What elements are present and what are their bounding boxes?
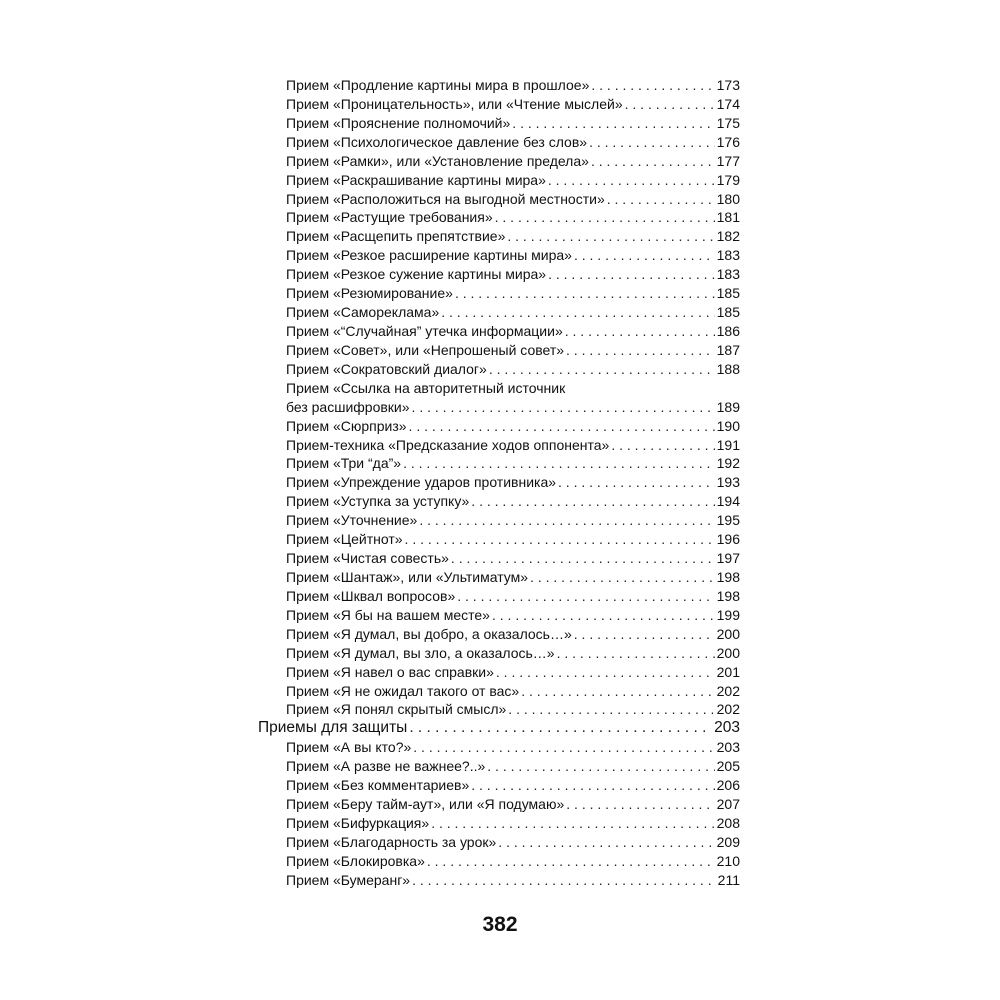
toc-page-number: 179 bbox=[716, 171, 740, 188]
toc-entry-title: Прием «Резюмирование» bbox=[286, 285, 453, 302]
toc-entry-title: Прием «Ссылка на авторитетный источник bbox=[286, 379, 566, 396]
toc-entry[interactable] bbox=[258, 208, 740, 227]
toc-leader-dots bbox=[557, 644, 715, 663]
toc-page-number: 191 bbox=[716, 436, 740, 453]
toc-entry-title: Прием «Я не ожидал такого от вас» bbox=[286, 682, 520, 699]
toc-entry[interactable] bbox=[258, 227, 740, 246]
toc-entry-title: Прием «Я навел о вас справки» bbox=[286, 663, 494, 680]
toc-entry-title: Прием «Совет», или «Непрошеный совет» bbox=[286, 341, 565, 358]
toc-leader-dots bbox=[471, 492, 714, 511]
toc-entry[interactable] bbox=[258, 625, 740, 644]
toc-leader-dots bbox=[566, 341, 715, 360]
toc-leader-dots bbox=[574, 625, 715, 644]
toc-entry-title: Прием «Блокировка» bbox=[286, 852, 425, 869]
toc-entry[interactable] bbox=[258, 568, 740, 587]
toc-leader-dots bbox=[558, 473, 715, 492]
toc-entry-title: Прием «Чистая совесть» bbox=[286, 550, 449, 567]
toc-entry-title: Прием «Благодарность за урок» bbox=[286, 833, 497, 850]
toc-page-number: 182 bbox=[716, 228, 740, 245]
toc-page-number: 190 bbox=[716, 417, 740, 434]
table-of-contents bbox=[258, 76, 740, 890]
toc-entry[interactable] bbox=[258, 76, 740, 95]
toc-entry[interactable] bbox=[258, 663, 740, 682]
toc-leader-dots bbox=[412, 398, 715, 417]
toc-entry[interactable] bbox=[258, 341, 740, 360]
toc-leader-dots bbox=[409, 719, 712, 738]
toc-entry[interactable] bbox=[258, 852, 740, 871]
toc-leader-dots bbox=[566, 795, 714, 814]
toc-entry[interactable] bbox=[258, 511, 740, 530]
toc-entry-title: Прием «Раскрашивание картины мира» bbox=[286, 171, 546, 188]
toc-entry-title: Прием «Без комментариев» bbox=[286, 777, 470, 794]
toc-entry-title: Прием «Растущие требования» bbox=[286, 209, 493, 226]
toc-leader-dots bbox=[508, 700, 714, 719]
toc-entry-title: Прием «Я бы на вашем месте» bbox=[286, 606, 490, 623]
toc-entry-title: Прием «Бумеранг» bbox=[286, 871, 411, 888]
toc-section-heading[interactable] bbox=[258, 719, 740, 738]
toc-page-number: 206 bbox=[716, 777, 740, 794]
toc-page-number: 197 bbox=[716, 550, 740, 567]
toc-page-number: 198 bbox=[716, 568, 740, 585]
toc-entry[interactable] bbox=[258, 682, 740, 701]
toc-leader-dots bbox=[611, 436, 714, 455]
toc-entry[interactable] bbox=[258, 171, 740, 190]
toc-page-number: 207 bbox=[716, 796, 740, 813]
toc-entry-title: Прием «Я думал, вы добро, а оказалось…» bbox=[286, 625, 572, 642]
page-number: 382 bbox=[482, 913, 518, 936]
toc-leader-dots bbox=[412, 871, 716, 890]
toc-leader-dots bbox=[405, 530, 715, 549]
toc-page-number: 187 bbox=[716, 341, 740, 358]
toc-leader-dots bbox=[419, 511, 714, 530]
toc-page-number: 195 bbox=[716, 512, 740, 529]
toc-page-number: 177 bbox=[716, 152, 740, 169]
toc-entry-title: Прием «Резкое расширение картины мира» bbox=[286, 247, 572, 264]
toc-entry-title: Прием «Бифуркация» bbox=[286, 814, 430, 831]
toc-page-number: 189 bbox=[716, 398, 740, 415]
toc-entry-title: Прием «Цейтнот» bbox=[286, 531, 403, 548]
toc-page-number: 208 bbox=[716, 814, 740, 831]
toc-page-number: 174 bbox=[716, 95, 740, 112]
toc-page-number: 201 bbox=[716, 663, 740, 680]
toc-leader-dots bbox=[521, 682, 714, 701]
toc-page-number: 205 bbox=[716, 758, 740, 775]
toc-entry-title: Прием «Я думал, вы зло, а оказалось…» bbox=[286, 644, 555, 661]
toc-page-number: 198 bbox=[716, 587, 740, 604]
toc-entry[interactable] bbox=[258, 152, 740, 171]
toc-leader-dots bbox=[591, 152, 715, 171]
toc-leader-dots bbox=[495, 208, 715, 227]
toc-entry[interactable] bbox=[258, 190, 740, 209]
toc-page-number: 196 bbox=[716, 531, 740, 548]
toc-page-number: 186 bbox=[716, 322, 740, 339]
toc-entry[interactable] bbox=[258, 814, 740, 833]
toc-entry[interactable] bbox=[258, 587, 740, 606]
toc-page-number: 175 bbox=[716, 114, 740, 131]
toc-leader-dots bbox=[607, 190, 715, 209]
toc-entry[interactable] bbox=[258, 133, 740, 152]
toc-leader-dots bbox=[530, 568, 715, 587]
toc-entry[interactable] bbox=[258, 265, 740, 284]
toc-page-number: 180 bbox=[716, 190, 740, 207]
toc-entry-title: Прием «Сюрприз» bbox=[286, 417, 407, 434]
toc-leader-dots bbox=[431, 814, 714, 833]
toc-entry-title: без расшифровки» bbox=[286, 398, 410, 415]
toc-page-number: 194 bbox=[716, 493, 740, 510]
toc-entry-title: Прием «Расположиться на выгодной местности» bbox=[286, 190, 605, 207]
toc-leader-dots bbox=[492, 606, 715, 625]
toc-entry-title: Прием «Самореклама» bbox=[286, 304, 440, 321]
toc-entry[interactable] bbox=[258, 700, 740, 719]
toc-entry[interactable] bbox=[258, 322, 740, 341]
toc-page-number: 181 bbox=[716, 209, 740, 226]
toc-entry[interactable] bbox=[258, 303, 740, 322]
toc-entry-title: Прием «Продление картины мира в прошлое» bbox=[286, 77, 590, 93]
toc-page-number: 193 bbox=[716, 474, 740, 491]
toc-entry-title: Прием «Шквал вопросов» bbox=[286, 587, 456, 604]
toc-entry[interactable] bbox=[258, 738, 740, 757]
toc-entry-title: Прием «Упреждение ударов противника» bbox=[286, 474, 557, 491]
toc-entry[interactable] bbox=[258, 871, 740, 890]
toc-leader-dots bbox=[548, 265, 715, 284]
toc-entry-title: Прием «Рамки», или «Установление предела» bbox=[286, 152, 589, 169]
toc-leader-dots bbox=[487, 757, 714, 776]
toc-entry-title: Прием «Беру тайм-аут», или «Я подумаю» bbox=[286, 796, 565, 813]
toc-entry[interactable] bbox=[258, 795, 740, 814]
toc-page-number: 210 bbox=[716, 852, 740, 869]
toc-leader-dots bbox=[427, 852, 715, 871]
toc-leader-dots bbox=[507, 227, 714, 246]
toc-entry[interactable] bbox=[258, 644, 740, 663]
toc-leader-dots bbox=[565, 322, 715, 341]
toc-entry[interactable] bbox=[258, 360, 740, 379]
toc-page-number: 200 bbox=[716, 625, 740, 642]
toc-entry-title: Прием «Психологическое давление без слов» bbox=[286, 133, 588, 150]
toc-page-number: 202 bbox=[716, 701, 740, 718]
toc-entry-title: Прием «Прояснение полномочий» bbox=[286, 114, 511, 131]
toc-page-number: 192 bbox=[716, 455, 740, 472]
toc-entry[interactable] bbox=[258, 492, 740, 511]
toc-entry[interactable] bbox=[258, 95, 740, 114]
toc-leader-dots bbox=[413, 738, 714, 757]
toc-leader-dots bbox=[403, 454, 715, 473]
toc-page-number: 183 bbox=[716, 266, 740, 283]
toc-leader-dots bbox=[591, 76, 714, 95]
toc-entry-title: Прием «Три “да”» bbox=[286, 455, 402, 472]
toc-entry-title: Приемы для защиты bbox=[258, 719, 408, 737]
toc-entry-title: Прием «Сократовский диалог» bbox=[286, 360, 487, 377]
toc-entry-title: Прием «Уступка за уступку» bbox=[286, 493, 470, 510]
toc-entry-title: Прием «А разве не важнее?..» bbox=[286, 758, 486, 775]
toc-entry[interactable] bbox=[258, 473, 740, 492]
toc-page-number: 183 bbox=[716, 247, 740, 264]
toc-leader-dots bbox=[441, 303, 714, 322]
toc-entry-title: Прием «Проницательность», или «Чтение мыслей» bbox=[286, 95, 623, 112]
toc-page-number: 185 bbox=[716, 304, 740, 321]
toc-entry-title: Прием «Уточнение» bbox=[286, 512, 418, 529]
toc-entry-title: Прием «Расщепить препятствие» bbox=[286, 228, 506, 245]
toc-entry[interactable] bbox=[258, 606, 740, 625]
toc-entry[interactable] bbox=[258, 398, 740, 417]
toc-entry-title: Прием «Резкое сужение картины мира» bbox=[286, 266, 547, 283]
toc-entry[interactable] bbox=[258, 436, 740, 455]
toc-entry-title: Прием «“Случайная” утечка информации» bbox=[286, 322, 563, 339]
toc-page-number: 176 bbox=[716, 133, 740, 150]
toc-entry[interactable] bbox=[258, 757, 740, 776]
toc-leader-dots bbox=[496, 663, 715, 682]
toc-page-number: 202 bbox=[716, 682, 740, 699]
toc-leader-dots bbox=[455, 284, 715, 303]
toc-leader-dots bbox=[451, 549, 715, 568]
toc-leader-dots bbox=[589, 133, 715, 152]
toc-entry[interactable] bbox=[258, 776, 740, 795]
toc-entry[interactable] bbox=[258, 246, 740, 265]
toc-page-number: 200 bbox=[716, 644, 740, 661]
toc-entry-title: Прием «Я понял скрытый смысл» bbox=[286, 701, 507, 718]
toc-entry[interactable] bbox=[258, 549, 740, 568]
toc-leader-dots bbox=[457, 587, 714, 606]
toc-page-number: 199 bbox=[716, 606, 740, 623]
toc-page-number: 185 bbox=[716, 285, 740, 302]
toc-leader-dots bbox=[512, 114, 714, 133]
toc-entry[interactable] bbox=[258, 114, 740, 133]
toc-entry-title: Прием «А вы кто?» bbox=[286, 739, 412, 756]
toc-entry[interactable] bbox=[258, 284, 740, 303]
toc-entry[interactable] bbox=[258, 417, 740, 436]
toc-leader-dots bbox=[498, 833, 714, 852]
toc-entry-title: Прием «Шантаж», или «Ультиматум» bbox=[286, 568, 529, 585]
toc-page-number: 209 bbox=[716, 833, 740, 850]
toc-page-number: 203 bbox=[716, 739, 740, 756]
toc-entry[interactable] bbox=[258, 454, 740, 473]
toc-entry[interactable] bbox=[258, 833, 740, 852]
toc-page-number: 203 bbox=[714, 719, 740, 737]
toc-leader-dots bbox=[574, 246, 715, 265]
toc-leader-dots bbox=[489, 360, 715, 379]
toc-page-number: 211 bbox=[717, 871, 740, 888]
toc-page-number: 188 bbox=[716, 360, 740, 377]
toc-entry[interactable] bbox=[258, 379, 740, 398]
toc-leader-dots bbox=[409, 417, 715, 436]
toc-leader-dots bbox=[471, 776, 714, 795]
toc-entry[interactable] bbox=[258, 530, 740, 549]
toc-leader-dots bbox=[625, 95, 715, 114]
toc-leader-dots bbox=[548, 171, 715, 190]
toc-entry-title: Прием-техника «Предсказание ходов оппонента» bbox=[286, 436, 610, 453]
toc-page-number: 173 bbox=[716, 77, 740, 93]
